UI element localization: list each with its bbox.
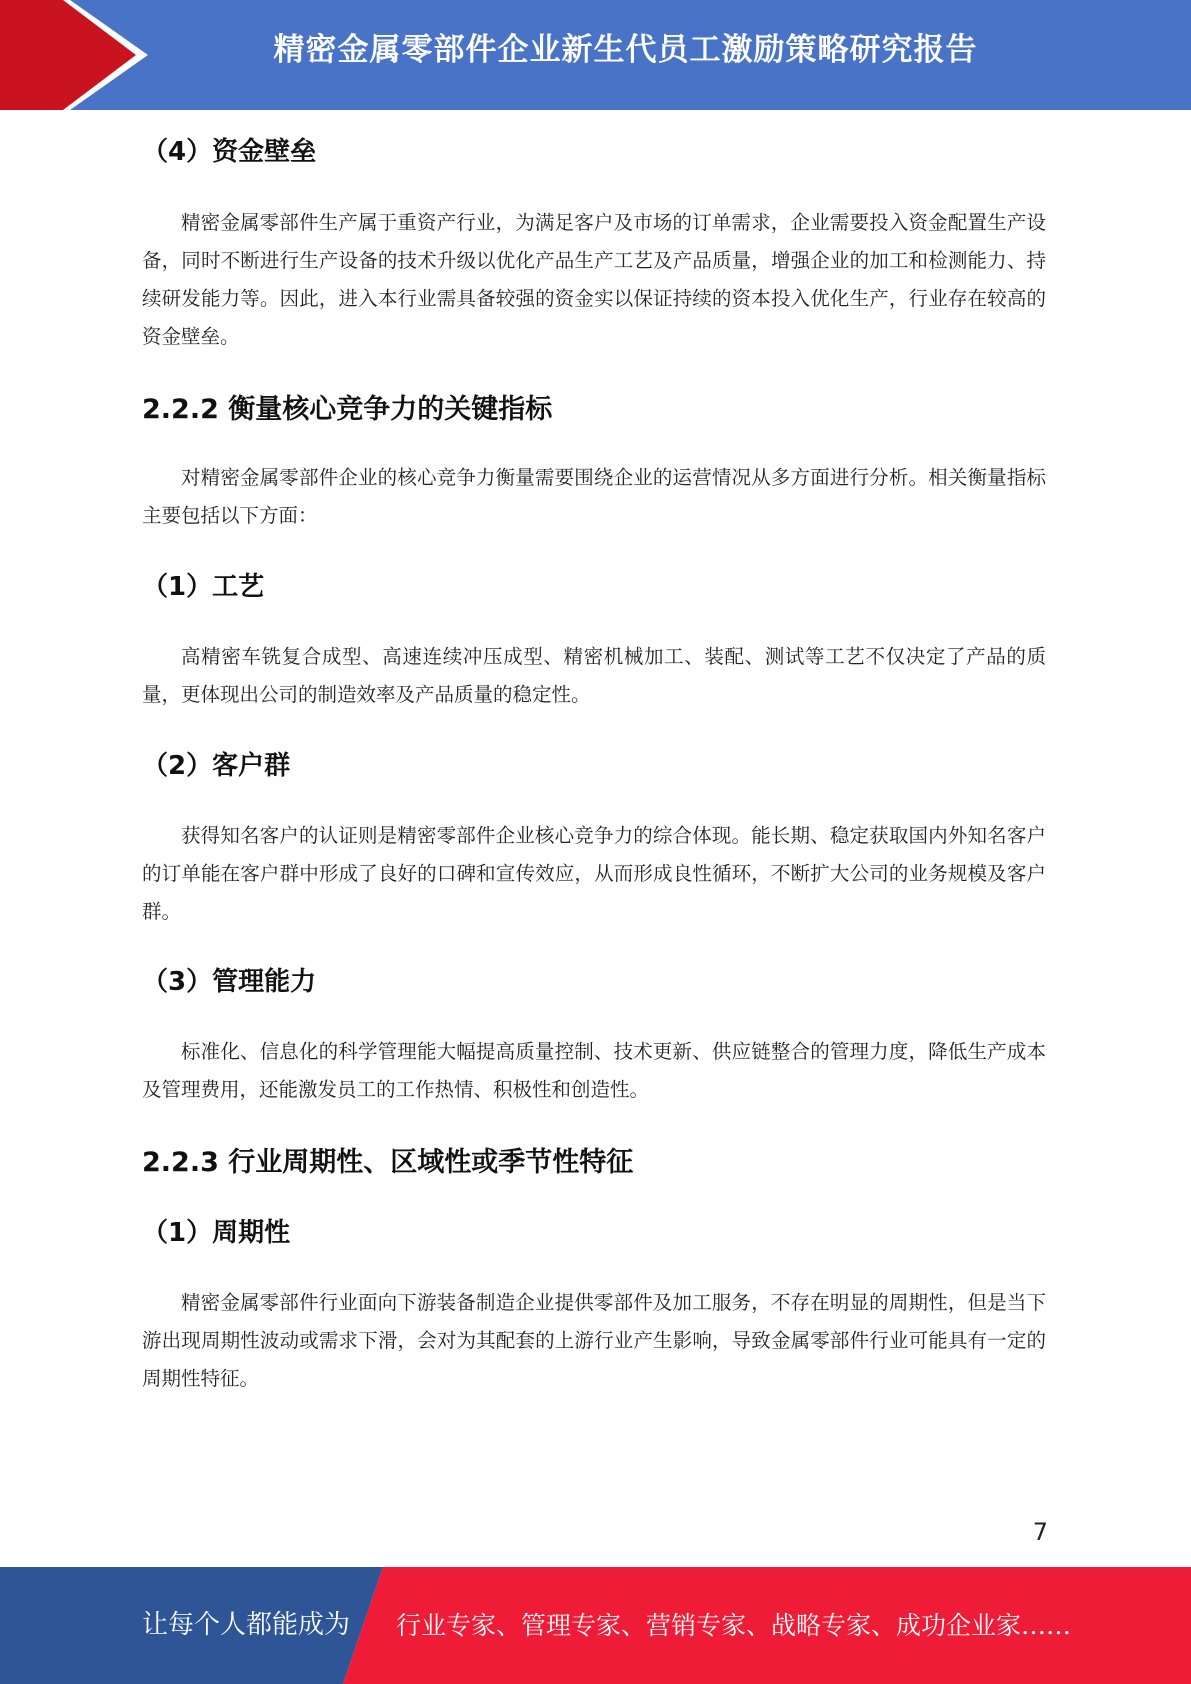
page-footer: [0, 1567, 1191, 1684]
heading-craft: （1）工艺: [142, 572, 265, 602]
page-header: [0, 0, 1191, 110]
chevron-arrow-icon: [0, 0, 160, 110]
heading-cyclical: （1）周期性: [142, 1218, 291, 1248]
heading-customers: （2）客户群: [142, 751, 291, 781]
paragraph-cyclical: 精密金属零部件行业面向下游装备制造企业提供零部件及加工服务，不存在明显的周期性，但是当下游出现周期性波动或需求下滑，会对为其配套的上游行业产生影响，导致金属零部件行业可能具有一定的周期性特征。: [142, 1291, 1046, 1390]
paragraph-management: 标准化、信息化的科学管理能大幅提高质量控制、技术更新、供应链整合的管理力度，降低生产成本及管理费用，还能激发员工的工作热情、积极性和创造性。: [142, 1040, 1046, 1101]
heading-capital-barrier: （4）资金壁垒: [142, 137, 317, 167]
section-heading-2-2-3: 2.2.3 行业周期性、区域性或季节性特征: [142, 1147, 634, 1178]
paragraph-craft: 高精密车铣复合成型、高速连续冲压成型、精密机械加工、装配、测试等工艺不仅决定了产品的质量，更体现出公司的制造效率及产品质量的稳定性。: [142, 645, 1046, 706]
paragraph-customers: 获得知名客户的认证则是精密零部件企业核心竞争力的综合体现。能长期、稳定获取国内外知名客户的订单能在客户群中形成了良好的口碑和宣传效应，从而形成良性循环，不断扩大公司的业务规模及客户群。: [142, 824, 1046, 923]
paragraph-capital-barrier: 精密金属零部件生产属于重资产行业，为满足客户及市场的订单需求，企业需要投入资金配置生产设备，同时不断进行生产设备的技术升级以优化产品生产工艺及产品质量，增强企业的加工和检测能力、持续研发能力等。因此，进入本行业需具备较强的资金实以保证持续的资本投入优化生产，行业存在较高的资金壁垒。: [142, 211, 1046, 348]
header-arrow: [0, 0, 136, 110]
heading-management: （3）管理能力: [142, 967, 317, 997]
paragraph-core-competitiveness: 对精密金属零部件企业的核心竞争力衡量需要围绕企业的运营情况从多方面进行分析。相关衡量指标主要包括以下方面：: [142, 466, 1046, 527]
footer-slogan-right: 行业专家、管理专家、营销专家、战略专家、成功企业家……: [396, 1611, 1072, 1640]
report-title: 精密金属零部件企业新生代员工激励策略研究报告: [273, 32, 978, 68]
section-heading-2-2-2: 2.2.2 衡量核心竞争力的关键指标: [142, 394, 553, 425]
footer-slogan-left: 让每个人都能成为: [142, 1610, 351, 1640]
page-number: 7: [1032, 1518, 1048, 1546]
